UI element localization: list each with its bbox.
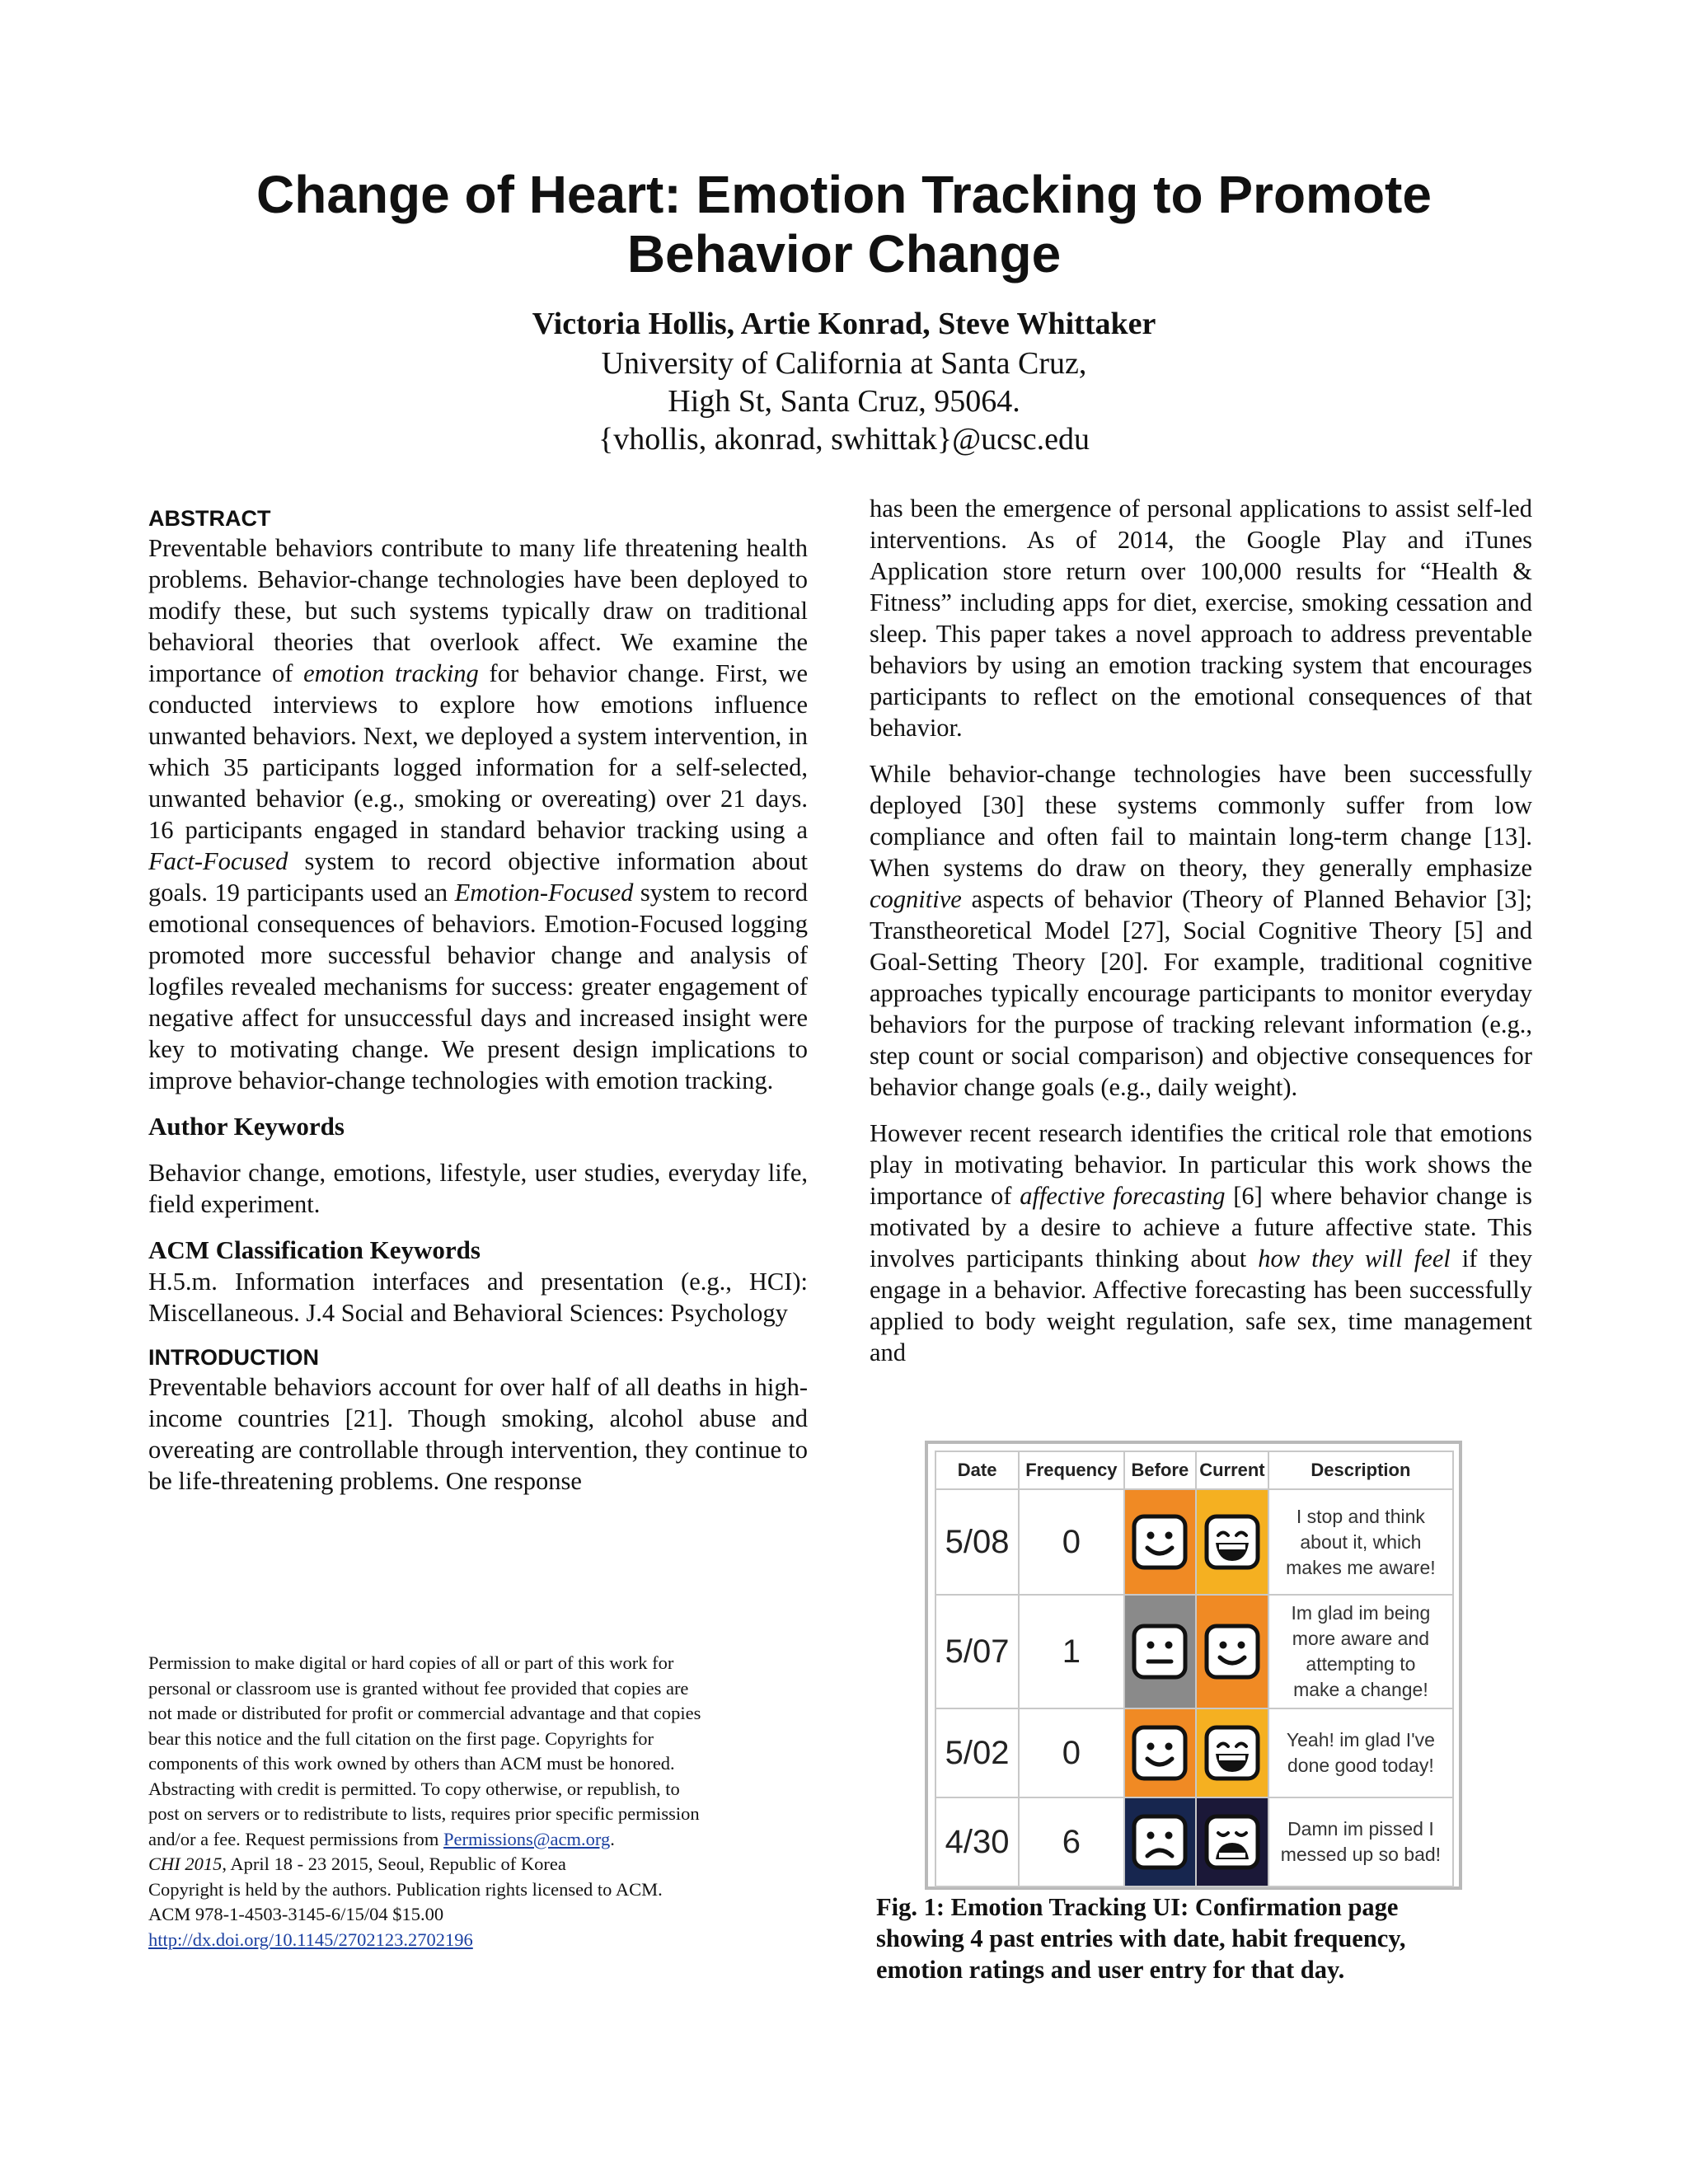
grin-face-icon <box>1203 1724 1261 1782</box>
description-line: more aware and <box>1292 1628 1429 1649</box>
header-description: Description <box>1268 1451 1453 1489</box>
description-line: messed up so bad! <box>1280 1844 1442 1865</box>
entry-frequency: 0 <box>1019 1489 1123 1595</box>
abstract-text: Preventable behaviors contribute to many life threatening health problems. Behavior-change technologies have been deployed to modify these, but such systems typically draw on traditional behavioral theories that overlook affect. We examine the importance of emotion tracking for behavior change. First, we conducted interviews to explore how emotions influence unwanted behaviors. Next, we deployed a system intervention, in which 35 participants logged information for a self-selected, unwanted behavior (e.g., smoking or overeating) over 21 days. 16 participants engaged in standard behavior tracking using a Fact-Focused system to record objective information about goals. 19 participants used an Emotion-Focused system to record emotional consequences of behaviors. Emotion-Focused logging promoted more successful behavior change and analysis of logfiles revealed mechanisms for success: greater engagement of negative affect for unsuccessful days and increased insight were key to motivating change. We present design implications to improve behavior-change technologies with emotion tracking. <box>148 534 809 1094</box>
description-line: I stop and think <box>1296 1505 1425 1527</box>
left-column <box>148 504 808 1497</box>
acm-keywords-heading: ACM Classification Keywords <box>148 1235 481 1264</box>
entry-date: 5/02 <box>935 1708 1019 1797</box>
table-row <box>935 1489 1453 1595</box>
permission-notice: Permission to make digital or hard copies of all or part of this work for personal or classroom use is granted without fee provided that copies are not made or distributed for profit or commercial advantage and that copies bear this notice and the full citation on the first page. Copyrights for components of this work owned by others than ACM must be honored. Abstracting with credit is permitted. To copy otherwise, or republish, to post on servers or to redistribute to lists, requires prior specific permission and/or a fee. Request permissions from Permissions@acm.org. CHI 2015, April 18 - 23 2015, Seoul, Republic of Korea Copyright is held by the authors. Publication rights licensed to ACM. ACM 978-1-4503-3145-6/15/04 $15.00 http://dx.doi.org/10.1145/2702123.2702196 <box>148 1651 808 1952</box>
title-line-1: Change of Heart: Emotion Tracking to Promote <box>256 165 1432 224</box>
entry-frequency: 6 <box>1019 1797 1123 1886</box>
entry-description <box>1268 1489 1453 1595</box>
header-date: Date <box>935 1451 1019 1489</box>
upset-face-icon <box>1203 1813 1261 1871</box>
before-emotion <box>1124 1797 1196 1886</box>
table-row <box>935 1797 1453 1886</box>
author-list: Victoria Hollis, Artie Konrad, Steve Whittaker <box>532 307 1156 341</box>
introduction-heading: INTRODUCTION <box>148 1345 319 1370</box>
figure-caption: Fig. 1: Emotion Tracking UI: Confirmation page showing 4 past entries with date, habit frequency, emotion ratings and user entry for that day. <box>876 1893 1406 1984</box>
right-paragraph-1: has been the emergence of personal applications to assist self-led interventions. As of 2014, the Google Play and iTunes Application store return over 100,000 results for “Health & Fitness” including apps for diet, exercise, smoking cessation and sleep. This paper takes a novel approach to address preventable behaviors by using an emotion tracking system that encourages participants to reflect on the emotional consequences of that behavior. <box>870 494 1532 742</box>
description-line: makes me aware! <box>1286 1556 1436 1578</box>
entries-table <box>935 1451 1454 1887</box>
description-line: Im glad im being <box>1291 1602 1431 1624</box>
title-line-2: Behavior Change <box>626 224 1062 284</box>
right-paragraph-2: While behavior-change technologies have been successfully deployed [30] these systems commonly suffer from low compliance and often fail to maintain long-term change [13]. When systems do draw on theory, they generally emphasize cognitive aspects of behavior (Theory of Planned Behavior [3]; Transtheoretical Model [27], Social Cognitive Theory [5] and Goal-Setting Theory [20]. For example, traditional cognitive approaches typically encourage participants to monitor everyday behaviors for the purpose of tracking relevant information (e.g., step count or social comparison) and objective consequences for behavior change goals (e.g., daily weight). <box>870 760 1532 1101</box>
entry-date: 5/08 <box>935 1489 1019 1595</box>
introduction-text: Preventable behaviors account for over half of all deaths in high-income countries [21]. Though smoking, alcohol abuse and overeating are controllable through intervention, they continue to be life-threatening problems. One response <box>148 1373 808 1495</box>
right-column <box>870 493 1532 1368</box>
smile-face-icon <box>1131 1513 1189 1571</box>
table-row <box>935 1595 1453 1708</box>
entry-date: 5/07 <box>935 1595 1019 1708</box>
permissions-email-link[interactable]: Permissions@acm.org <box>443 1828 611 1849</box>
entry-frequency: 1 <box>1019 1595 1123 1708</box>
affiliation <box>0 344 1688 458</box>
frown-face-icon <box>1131 1813 1189 1871</box>
author-keywords-heading: Author Keywords <box>148 1112 345 1141</box>
figure-emotion-tracking-ui <box>925 1441 1462 1890</box>
current-emotion <box>1196 1595 1268 1708</box>
author-keywords-text: Behavior change, emotions, lifestyle, user studies, everyday life, field experiment. <box>148 1159 808 1218</box>
affiliation-line-2: High St, Santa Cruz, 95064. <box>668 384 1020 419</box>
header-before: Before <box>1124 1451 1196 1489</box>
entry-date: 4/30 <box>935 1797 1019 1886</box>
entry-description <box>1268 1595 1453 1708</box>
current-emotion <box>1196 1797 1268 1886</box>
entry-description <box>1268 1797 1453 1886</box>
description-line: done good today! <box>1287 1755 1434 1776</box>
paper-title <box>0 165 1688 284</box>
entry-frequency: 0 <box>1019 1708 1123 1797</box>
description-line: about it, which <box>1300 1530 1422 1553</box>
smile-face-icon <box>1131 1724 1189 1782</box>
current-emotion <box>1196 1708 1268 1797</box>
current-emotion <box>1196 1489 1268 1595</box>
grin-face-icon <box>1203 1513 1261 1571</box>
entry-description <box>1268 1708 1453 1797</box>
before-emotion <box>1124 1489 1196 1595</box>
table-header-row <box>935 1451 1453 1489</box>
before-emotion <box>1124 1708 1196 1797</box>
table-row <box>935 1708 1453 1797</box>
description-line: attempting to <box>1306 1653 1416 1675</box>
acm-keywords-text: H.5.m. Information interfaces and presentation (e.g., HCI): Miscellaneous. J.4 Social and Behavioral Sciences: Psychology <box>148 1268 808 1327</box>
abstract-heading: ABSTRACT <box>148 506 271 531</box>
description-line: Damn im pissed I <box>1287 1818 1434 1840</box>
affiliation-emails: {vhollis, akonrad, swhittak}@ucsc.edu <box>598 422 1090 457</box>
affiliation-line-1: University of California at Santa Cruz, <box>601 346 1087 381</box>
neutral-face-icon <box>1131 1623 1189 1680</box>
description-line: Yeah! im glad I've <box>1286 1729 1435 1750</box>
header-current: Current <box>1196 1451 1268 1489</box>
description-line: make a change! <box>1293 1679 1428 1700</box>
right-paragraph-3: However recent research identifies the critical role that emotions play in motivating behavior. In particular this work shows the importance of affective forecasting [6] where behavior change is motivated by a desire to achieve a future affective state. This involves participants thinking about how they will feel if they engage in a behavior. Affective forecasting has been successfully applied to body weight regulation, safe sex, time management and <box>870 1119 1532 1366</box>
doi-link[interactable]: http://dx.doi.org/10.1145/2702123.2702196 <box>148 1929 473 1950</box>
before-emotion <box>1124 1595 1196 1708</box>
header-frequency: Frequency <box>1019 1451 1123 1489</box>
smile-face-icon <box>1203 1623 1261 1680</box>
